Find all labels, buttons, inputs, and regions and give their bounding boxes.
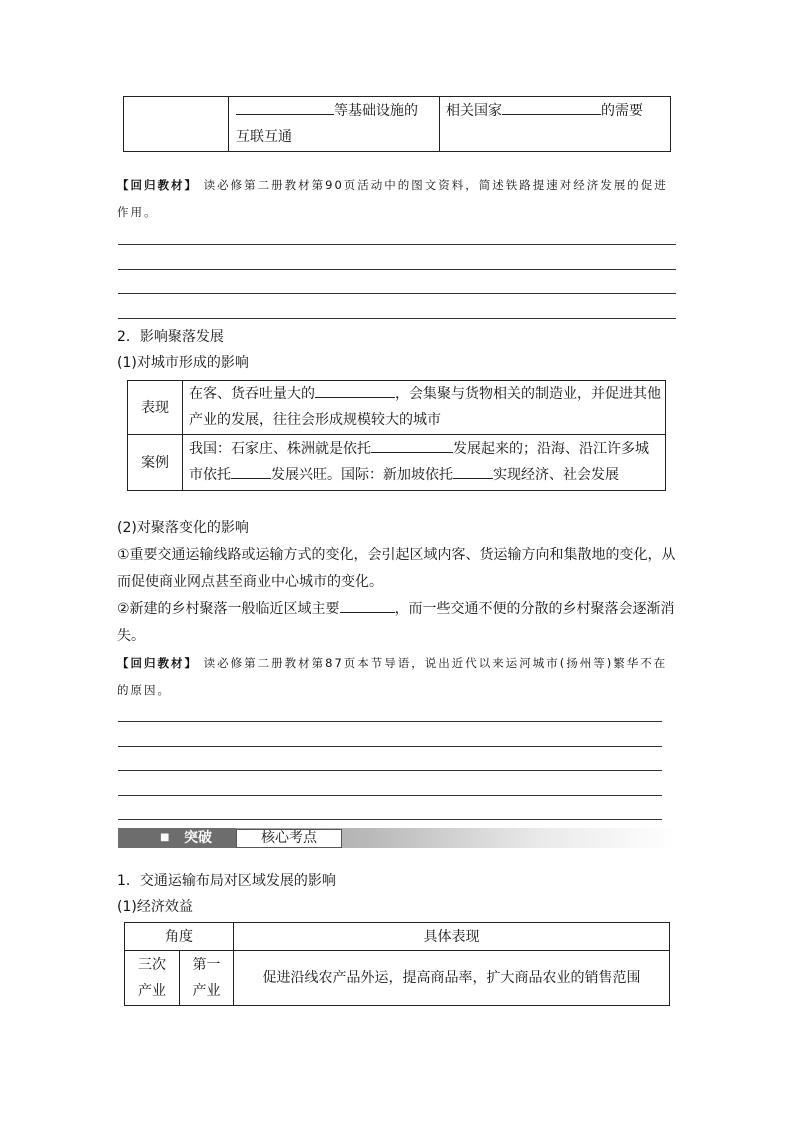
paragraph-line: ①重要交通运输线路或运输方式的变化，会引起区域内客、货运输方向和集散地的变化，从 [117,547,676,563]
banner-dark-tab [118,828,236,848]
review-prompt-1-line2: 作用。 [117,205,158,219]
city-formation-table [127,380,666,491]
section-heading: 1．交通运输布局对区域发展的影响 [117,873,336,889]
facilities-text: 等基础设施的 [334,103,418,119]
row-label-case: 案例 [128,435,183,491]
answer-line [118,318,676,319]
header-angle: 角度 [125,923,234,951]
case-cell: 我国：石家庄、株洲就是依托 发展起来的；沿海、沿江许多城 市依托 发展兴旺。国际：新加坡依托 实现经济、社会发展 [183,435,666,491]
blank-underline [453,464,493,479]
section-heading: 2．影响聚落发展 [117,329,224,345]
blank-underline [502,100,601,115]
blank-underline [236,100,334,115]
blank-underline [315,383,395,398]
review-prompt-2-line1 [117,655,667,671]
subsection-heading: (1)对城市形成的影响 [117,355,249,371]
banner-tab-core-points: 核心考点 [261,830,317,846]
blank-underline [231,464,271,479]
paragraph-line: 失。 [117,628,145,644]
answer-line [118,269,676,270]
paragraph-line: ②新建的乡村聚落一般临近区域主要 ，而一些交通不便的分散的乡村聚落会逐渐消 [117,598,675,618]
needs-suffix: 的需要 [601,103,643,119]
performance-cell: 在客、货吞吐量大的 ，会集聚与货物相关的制造业，并促进其他 产业的发展，往往会形成规模较大的城市 [183,381,666,435]
infrastructure-table-cell-needs [440,97,671,152]
section-banner [118,828,676,848]
economic-benefit-table [124,922,670,1006]
needs-prefix: 相关国家 [446,103,502,119]
banner-core-tab [236,829,342,848]
answer-line [118,293,676,294]
review-tag: 【回归教材】 [117,178,198,192]
banner-bullet-icon: ■ [160,832,170,843]
infrastructure-table-cell-facilities [229,97,440,152]
subsection-heading: (2)对聚落变化的影响 [117,520,249,536]
header-detail: 具体表现 [234,923,670,951]
answer-line [118,770,662,771]
cat-three-industries: 三次 产业 [125,951,180,1006]
blank-underline [371,438,453,453]
banner-tab-breakthrough: 突破 [184,830,212,846]
answer-line [118,795,662,796]
subsection-heading: (1)经济效益 [117,899,193,915]
cat-primary-industry: 第一 产业 [180,951,234,1006]
paragraph-line: 而促使商业网点甚至商业中心城市的变化。 [117,574,383,590]
infrastructure-table-empty-cell [124,97,229,152]
infrastructure-table [123,96,671,152]
detail-cell: 促进沿线农产品外运，提高商品率，扩大商品农业的销售范围 [234,951,670,1006]
answer-line [118,244,676,245]
answer-line [118,721,662,722]
answer-line [118,746,662,747]
review-text: 读必修第二册教材第90页活动中的图文资料，简述铁路提速对经济发展的促进 [203,178,668,192]
review-text: 读必修第二册教材第87页本节导语，说出近代以来运河城市(扬州等)繁华不在 [203,656,668,670]
review-tag: 【回归教材】 [117,656,198,670]
review-prompt-2-line2: 的原因。 [117,683,171,697]
answer-line [118,819,662,820]
blank-underline [340,598,395,613]
row-label-performance: 表现 [128,381,183,435]
review-prompt-1-line1 [117,177,668,193]
connectivity-text: 互联互通 [236,129,292,145]
